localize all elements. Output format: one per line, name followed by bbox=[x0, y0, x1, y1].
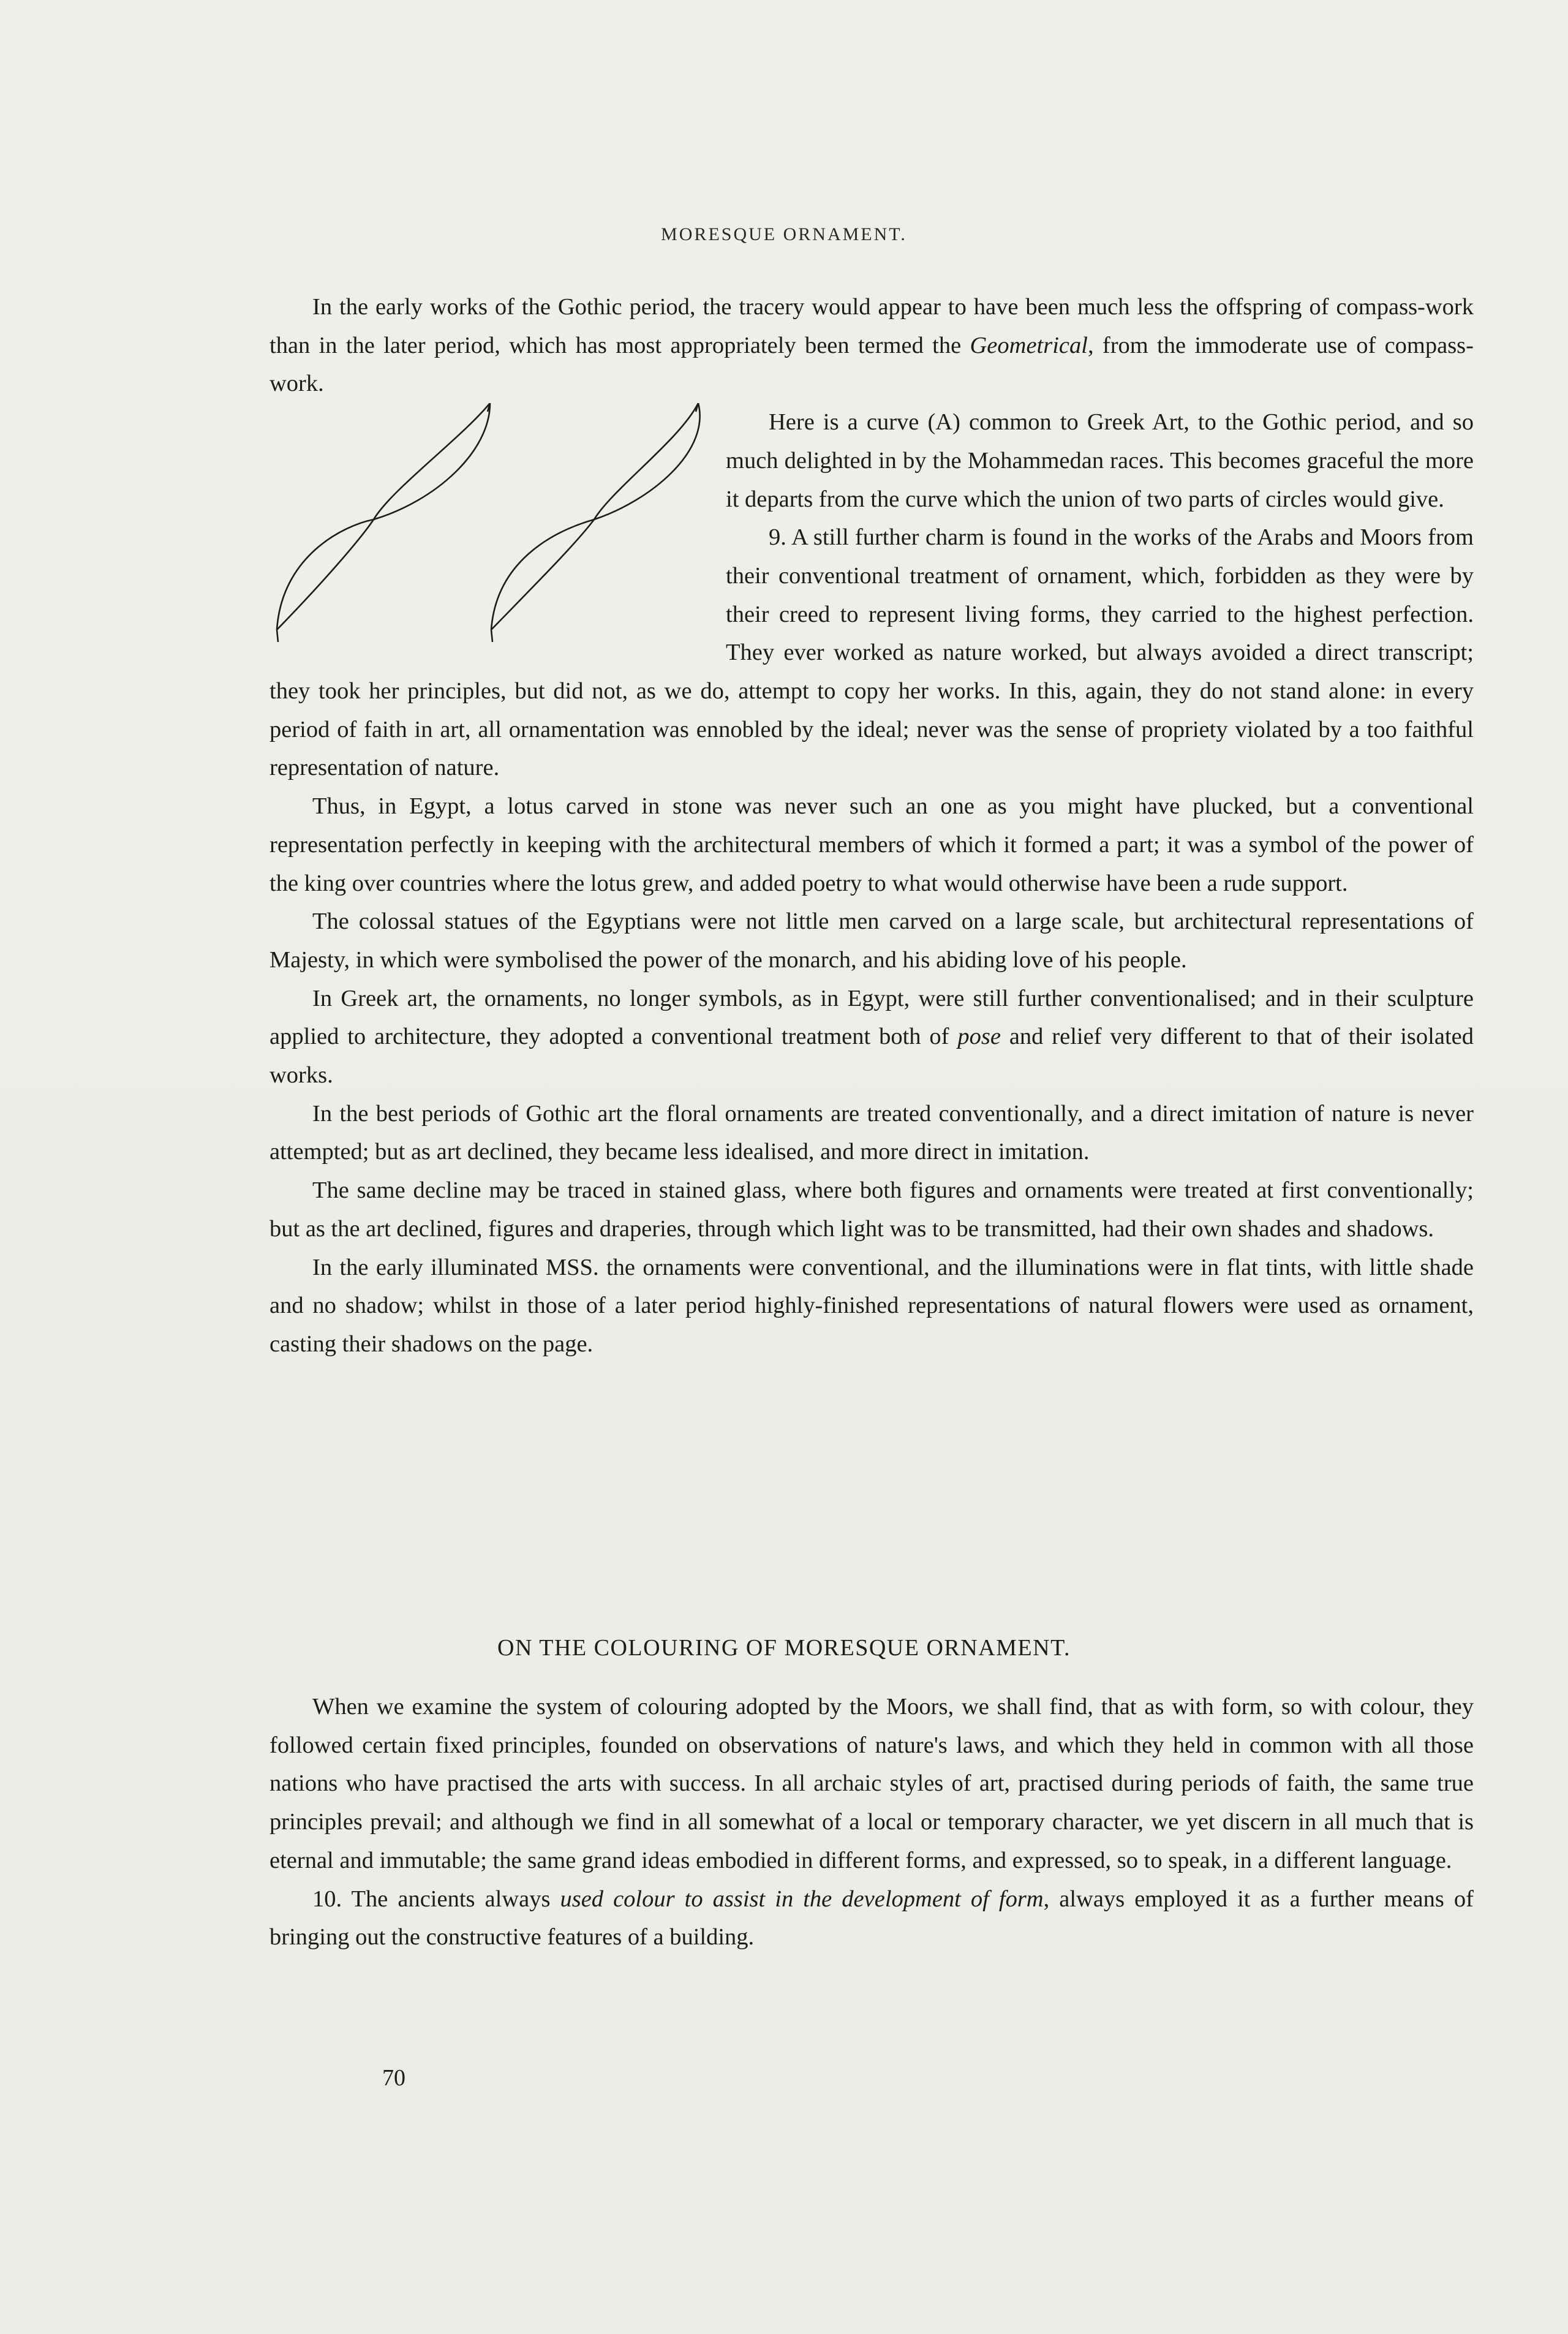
text-run: and relief very different to that of their isolated works. bbox=[270, 1024, 1474, 1089]
text-run: In the early works of the Gothic period, the tracery would appear to have been much less the offspring of compass-work than in the later period, which has most appropriately been termed the bbox=[270, 294, 1474, 358]
curve-a-figure bbox=[270, 403, 726, 648]
text-run: In Greek art, the ornaments, no longer symbols, as in Egypt, were still further conventionalised; and in their sculpture applied to architecture, they adopted a conventional treatment both of bbox=[270, 985, 1474, 1050]
italic-phrase: used colour to assist in the development of form bbox=[560, 1886, 1044, 1912]
text-run: , always employed it as a further means of bringing out the constructive features of a building. bbox=[270, 1886, 1474, 1951]
section-title: ON THE COLOURING OF MORESQUE ORNAMENT. bbox=[497, 1635, 1071, 1661]
paragraph: Here is a curve (A) common to Greek Art, to the Gothic period, and so much delighted in by the Mohammedan races. This becomes graceful the more it departs from the curve which the union of two parts of circles would give. bbox=[726, 409, 1474, 512]
page-number: 70 bbox=[382, 2065, 405, 2091]
intro-text-block bbox=[270, 288, 1474, 1364]
colouring-text-block bbox=[270, 1688, 1474, 1957]
curve-right-inner bbox=[491, 403, 698, 630]
italic-term: Geometrical bbox=[970, 332, 1088, 358]
text-run: 10. The ancients always bbox=[312, 1886, 560, 1912]
paragraph: The colossal statues of the Egyptians were not little men carved on a large scale, but architectural representations of Majesty, in which were symbolised the power of the monarch, and his abiding love of his people. bbox=[270, 908, 1474, 973]
paragraph: When we examine the system of colouring adopted by the Moors, we shall find, that as with form, so with colour, they followed certain fixed principles, founded on observations of nature's laws, and which they held in common with all those nations who have practised the arts with success. In all archaic styles of art, practised during periods of faith, the same true principles prevail; and although we find in all somewhat of a local or temporary character, we yet discern in all much that is eternal and immutable; the same grand ideas embodied in different forms, and expressed, so to speak, in a different language. bbox=[270, 1694, 1474, 1873]
paragraph: In the early illuminated MSS. the ornaments were conventional, and the illuminations were in flat tints, with little shade and no shadow; whilst in those of a later period highly-finished representations of natural flowers were used as ornament, casting their shadows on the page. bbox=[270, 1254, 1474, 1357]
running-head: MORESQUE ORNAMENT. bbox=[661, 224, 907, 244]
paragraph bbox=[270, 1880, 1474, 1957]
curve-right-tip-a bbox=[491, 630, 492, 642]
paragraph: 9. A still further charm is found in the works of the Arabs and Moors from their conventional treatment of ornament, which, forbidden as they were by their creed to represent living forms, they carried to the highest perfection. They ever worked as nature worked, but always avoided a direct transcript; they took her principles, but did not, as we do, attempt to copy her works. In this, again, they do not stand alone: in every period of faith in art, all ornamentation was ennobled by the ideal; never was the sense of propriety violated by a too faithful representation of nature. bbox=[270, 524, 1474, 781]
paragraph: The same decline may be traced in stained glass, where both figures and ornaments were treated at first conventionally; but as the art declined, figures and draperies, through which light was to be transmitted, had their own shades and shadows. bbox=[270, 1177, 1474, 1242]
curve-illustration bbox=[270, 403, 726, 648]
paragraph: Thus, in Egypt, a lotus carved in stone was never such an one as you might have plucked, but a conventional representation perfectly in keeping with the architectural members of which it formed a part; it was a symbol of the power of the king over countries where the lotus grew, and added poetry to what would otherwise have been a rude support. bbox=[270, 793, 1474, 896]
paragraph bbox=[270, 980, 1474, 1095]
italic-term: pose bbox=[957, 1024, 1001, 1050]
paragraph: In the best periods of Gothic art the floral ornaments are treated conventionally, and a direct imitation of nature is never attempted; but as art declined, they became less idealised, and more direct in imitation. bbox=[270, 1100, 1474, 1165]
curve-left-tip-a bbox=[277, 630, 278, 642]
paragraph bbox=[270, 288, 1474, 403]
text-run: , from the immoderate use of compass-work. bbox=[270, 332, 1474, 397]
